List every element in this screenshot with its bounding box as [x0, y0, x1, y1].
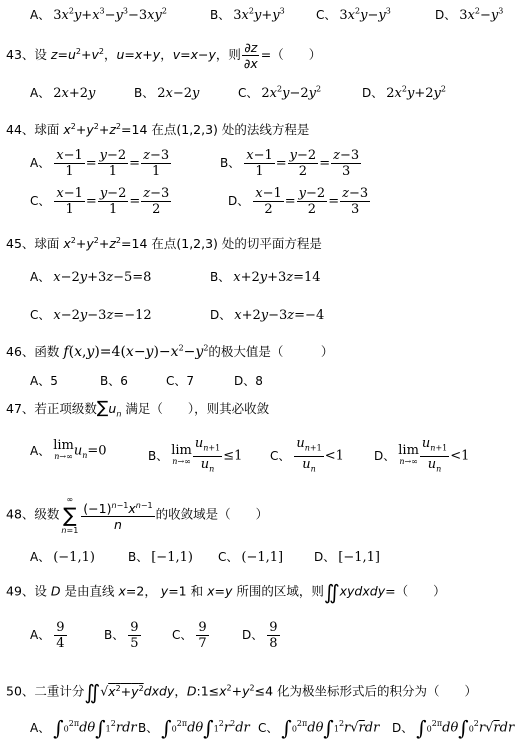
option-label: B、	[134, 86, 155, 100]
question-number: 48、	[6, 506, 35, 522]
q47-option-a[interactable]: A、 lim n→∞ $u_n=0$	[30, 438, 107, 461]
option-expr: [−1,1)	[151, 550, 193, 565]
q47-option-c[interactable]: C、 $\frac{u_{n+1}}{u_n}$ <1	[270, 436, 344, 474]
option-label: D、	[314, 550, 336, 564]
q48-option-a[interactable]	[30, 548, 95, 565]
option-expr: $3x^2-y^3$	[459, 6, 504, 23]
option-expr: $3x^2y+y^3$	[233, 6, 285, 23]
q50-option-d[interactable]: D、 $\int 0^{2\pi}d\theta\int 0^2r√rdr$	[392, 716, 515, 740]
q49-option-d[interactable]: D、 $\frac{9}{8}$	[242, 620, 278, 651]
q46-option-b[interactable]	[100, 372, 131, 389]
q43-option-c[interactable]	[238, 84, 321, 101]
q47-stem: 47、若正项级数$\sum u_n$ 满足（ ），则其必收敛	[6, 398, 270, 419]
q47-option-b[interactable]: B、 lim n→∞ $\frac{u_{n+1}}{u_n}$ ≤1	[148, 436, 243, 474]
option-label: B、	[220, 156, 241, 170]
option-label: A、5	[30, 374, 58, 388]
q42-option-b[interactable]	[210, 6, 285, 23]
option-label: D、	[374, 448, 396, 463]
option-label: B、	[210, 8, 231, 22]
question-number: 47、	[6, 401, 35, 416]
q49-option-c[interactable]: C、 $\frac{9}{7}$	[172, 620, 207, 651]
q42-option-c[interactable]	[316, 6, 391, 23]
option-label: C、	[238, 86, 259, 100]
q46-option-c[interactable]	[166, 372, 197, 389]
option-label: B、	[128, 550, 149, 564]
q50-stem: 50、二重计分$∬√x^2+y^2dxdy$，$D:1\le x^2+y^2\le 4$ 化为极坐标形式后的积分为（ ）	[6, 680, 478, 704]
option-label: D、	[362, 86, 384, 100]
q44-option-c[interactable]: C、 $\frac{x-1}{1}$ = $\frac{y-2}{1}$ = $\frac{z-3}{2}$	[30, 186, 170, 217]
option-label: B、	[138, 720, 159, 735]
q49-stem: 49、设 D 是由直线 x=2， y=1 和 x=y 所围的区域，则∬xydxdy=（ ）	[6, 580, 446, 604]
q45-option-d[interactable]	[210, 306, 324, 323]
q44-option-a[interactable]: A、 $\frac{x-1}{1}$ = $\frac{y-2}{1}$ = $\frac{z-3}{1}$	[30, 148, 170, 179]
option-label: C、	[172, 628, 193, 642]
q47-option-d[interactable]: D、 lim n→∞ $\frac{u_{n+1}}{u_n}$ <1	[374, 436, 470, 474]
q44-option-d[interactable]: D、 $\frac{x-1}{2}$ = $\frac{y-2}{2}$ = $\frac{z-3}{3}$	[228, 186, 369, 217]
option-label: A、	[30, 550, 51, 564]
option-expr: [−1,1]	[338, 550, 380, 565]
option-expr: x+2y+3z=14	[233, 270, 321, 285]
stem-text: 级数	[34, 506, 60, 522]
option-expr: 2x−2y	[157, 86, 200, 101]
option-label: C、	[218, 550, 239, 564]
option-expr: (−1,1]	[241, 550, 284, 565]
q45-option-c[interactable]	[30, 306, 152, 323]
option-label: C、	[258, 720, 279, 735]
stem-text: 满足（ ），则其必收敛	[125, 401, 270, 416]
q45-option-a[interactable]	[30, 268, 151, 285]
option-label: C、	[316, 8, 337, 22]
q50-option-a[interactable]: A、 $\int 0^{2\pi}d\theta\int 1^2rdr$	[30, 716, 137, 740]
question-number: 46、	[6, 344, 35, 359]
question-number: 49、	[6, 583, 35, 599]
q48-option-b[interactable]	[128, 548, 193, 565]
option-label: A、	[30, 8, 51, 22]
q46-option-d[interactable]	[234, 372, 266, 389]
q42-option-d[interactable]	[435, 6, 503, 23]
q44-stem: 44、球面 $x^2+y^2+z^2=14$ 在点(1,2,3) 处的法线方程是	[6, 121, 310, 137]
option-label: A、	[30, 720, 51, 735]
option-label: C、7	[166, 374, 195, 388]
q50-option-c[interactable]: C、 $\int 0^{2\pi}d\theta\int 1^2r√rdr$	[258, 716, 380, 740]
stem-text: 函数	[34, 344, 60, 359]
stem-text: 若正项级数	[34, 401, 97, 416]
question-number: 43、	[6, 47, 35, 62]
option-expr: $2x^2y-2y^2$	[261, 84, 322, 101]
option-label: D、	[392, 720, 414, 735]
q43-option-a[interactable]	[30, 84, 95, 101]
stem-text: 二重计分	[34, 683, 85, 699]
q49-option-b[interactable]: B、 $\frac{9}{5}$	[104, 620, 139, 651]
option-expr: $3x^2y-y^3$	[339, 6, 391, 23]
q43-option-d[interactable]	[362, 84, 446, 101]
option-label: D、	[242, 628, 264, 642]
q48-stem: 48、级数 ∞ ∑ n=1 $\frac{(-1)^{n-1}x^{n-1}}{n}$ 的收敛域是（ ）	[6, 495, 269, 535]
option-expr: (−1,1)	[53, 550, 95, 565]
option-label: A、	[30, 443, 51, 458]
q48-option-d[interactable]	[314, 548, 380, 565]
q46-option-a[interactable]	[30, 372, 61, 389]
question-number: 44、	[6, 122, 35, 137]
option-label: B、6	[100, 374, 128, 388]
option-label: D、	[435, 8, 457, 22]
question-number: 50、	[6, 683, 35, 699]
option-expr: x−2y−3z=−12	[53, 308, 152, 323]
q45-stem: 45、球面 $x^2+y^2+z^2=14$ 在点(1,2,3) 处的切平面方程是	[6, 235, 322, 251]
q45-option-b[interactable]	[210, 268, 321, 285]
q49-option-a[interactable]: A、 $\frac{9}{4}$	[30, 620, 65, 651]
option-expr: x−2y+3z−5=8	[53, 270, 152, 285]
q43-stem: 43、设 $z=u^2+v^2$，u=x+y，v=x−y，则 $\frac{\partial z}{\partial x}$ =（ ）	[6, 40, 322, 71]
question-number: 45、	[6, 236, 35, 251]
stem-text: 的极大值是（ ）	[208, 344, 334, 359]
q46-stem: 46、函数 $f(x,y)=4(x-y)-x^2-y^2$的极大值是（ ）	[6, 343, 334, 360]
option-label: D、	[210, 308, 232, 322]
q48-option-c[interactable]	[218, 548, 283, 565]
option-label: A、	[30, 156, 51, 170]
option-label: B、	[104, 628, 125, 642]
option-label: A、	[30, 628, 51, 642]
q44-option-b[interactable]: B、 $\frac{x-1}{1}$ = $\frac{y-2}{2}$ = $\frac{z-3}{3}$	[220, 148, 360, 179]
q50-option-b[interactable]: B、 $\int 0^{2\pi}d\theta\int 1^2r^2dr$	[138, 716, 250, 740]
option-label: B、	[148, 448, 169, 463]
option-label: C、	[30, 194, 51, 208]
option-label: D、	[228, 194, 250, 208]
option-label: B、	[210, 270, 231, 284]
option-label: D、8	[234, 374, 263, 388]
stem-text: 的收敛域是（ ）	[155, 506, 269, 522]
option-label: C、	[30, 308, 51, 322]
stem-text: =（ ）	[385, 583, 446, 599]
q43-option-b[interactable]	[134, 84, 199, 101]
option-expr: 2x+2y	[53, 86, 96, 101]
q42-option-a[interactable]	[30, 6, 167, 23]
option-label: C、	[270, 448, 291, 463]
option-label: A、	[30, 86, 51, 100]
option-expr: x+2y−3z=−4	[234, 308, 325, 323]
option-expr: $3x^2y+x^3-y^3-3xy^2$	[53, 6, 167, 23]
option-expr: $2x^2y+2y^2$	[386, 84, 446, 101]
option-label: A、	[30, 270, 51, 284]
